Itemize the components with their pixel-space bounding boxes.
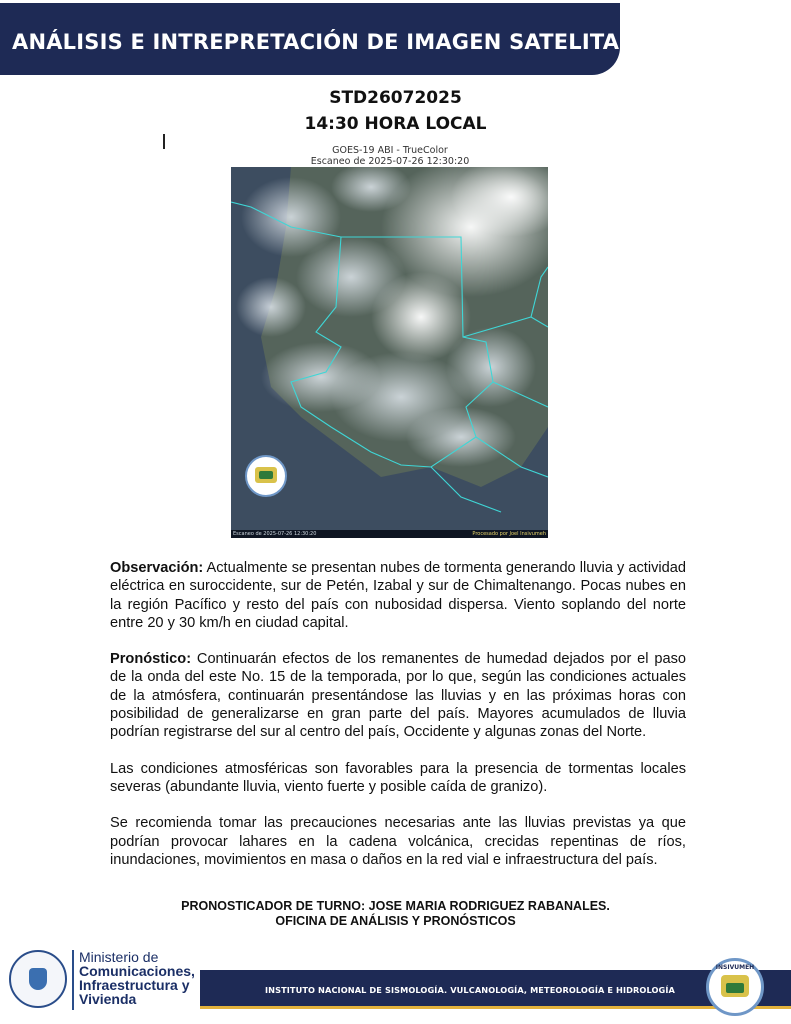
ministry-divider (72, 950, 74, 1010)
guatemala-seal-logo (9, 950, 67, 1008)
institute-name: INSTITUTO NACIONAL DE SISMOLOGÍA. VULCANOLOGÍA, METEOROLOGÍA E HIDROLOGÍA (265, 985, 675, 995)
ministry-logo-text (79, 950, 195, 1006)
insivumeh-logo (706, 958, 764, 1016)
report-time: 14:30 HORA LOCAL (304, 114, 487, 134)
forecaster-line: PRONOSTICADOR DE TURNO: JOSE MARIA RODRIGUEZ RABANALES. (181, 899, 610, 913)
office-line: OFICINA DE ANÁLISIS Y PRONÓSTICOS (275, 914, 516, 928)
footer-gold-stripe (200, 1006, 791, 1009)
pronostico-text: Continuarán efectos de los remanentes de humedad dejados por el paso de la onda del este No. 15 de la temporada, por lo que, según las condiciones actuales de la atmósfera, continuarán presentándose las lluvias y en las próximas horas con posibilidad de generalizarse en gran parte del país. Mayores acumulados de lluvia podrían registrarse del sur al centro del país, Occidente y algunas zonas del Norte. (110, 651, 686, 741)
satellite-footer-left: Escaneo de 2025-07-26 12:30:20 (233, 531, 317, 537)
report-code: STD26072025 (329, 88, 462, 108)
ministry-line4: Vivienda (79, 991, 137, 1007)
insivumeh-watermark-logo (245, 455, 287, 497)
condiciones-paragraph: Las condiciones atmosféricas son favorables para la presencia de tormentas locales severas (abundante lluvia, viento fuerte y posible caída de granizo). (110, 760, 686, 795)
observacion-paragraph (110, 559, 686, 632)
satellite-footer-right: Procesado por Joel Insivumeh (472, 531, 546, 537)
observacion-label: Observación: (110, 560, 204, 576)
recomendacion-paragraph: Se recomienda tomar las precauciones necesarias ante las lluvias previstas ya que podrían provocar lahares en la cadena volcánica, crecidas repentinas de ríos, inundaciones, movimientos en masa o daños en la red vial e infraestructura del país. (110, 815, 686, 868)
satellite-caption-line2: Escaneo de 2025-07-26 12:30:20 (310, 156, 470, 167)
document-title: ANÁLISIS E INTREPRETACIÓN DE IMAGEN SATELITAL (12, 30, 633, 54)
header-band (0, 3, 633, 75)
ministry-line3: Infraestructura y (79, 977, 190, 993)
text-cursor-mark (163, 134, 165, 149)
satellite-image (231, 167, 548, 538)
signature-block (0, 899, 791, 929)
observacion-text: Actualmente se presentan nubes de tormenta generando lluvia y actividad eléctrica en suroccidente, sur de Petén, Izabal y sur de Chimaltenango. Pocas nubes en la región Pacífico y resto del país con nubosidad dispersa. Viento soplando del norte entre 20 y 30 km/h en ciudad capital. (110, 560, 686, 631)
insivumeh-logo-text: INSIVUMEH (715, 964, 755, 971)
ministry-line1: Ministerio de (79, 949, 159, 965)
report-heading (0, 85, 791, 137)
report-body (110, 559, 686, 887)
pronostico-paragraph (110, 650, 686, 741)
satellite-caption-line1: GOES-19 ABI - TrueColor (332, 145, 448, 156)
pronostico-label: Pronóstico: (110, 651, 192, 668)
satellite-caption (231, 145, 549, 167)
ministry-line2: Comunicaciones, (79, 963, 195, 979)
